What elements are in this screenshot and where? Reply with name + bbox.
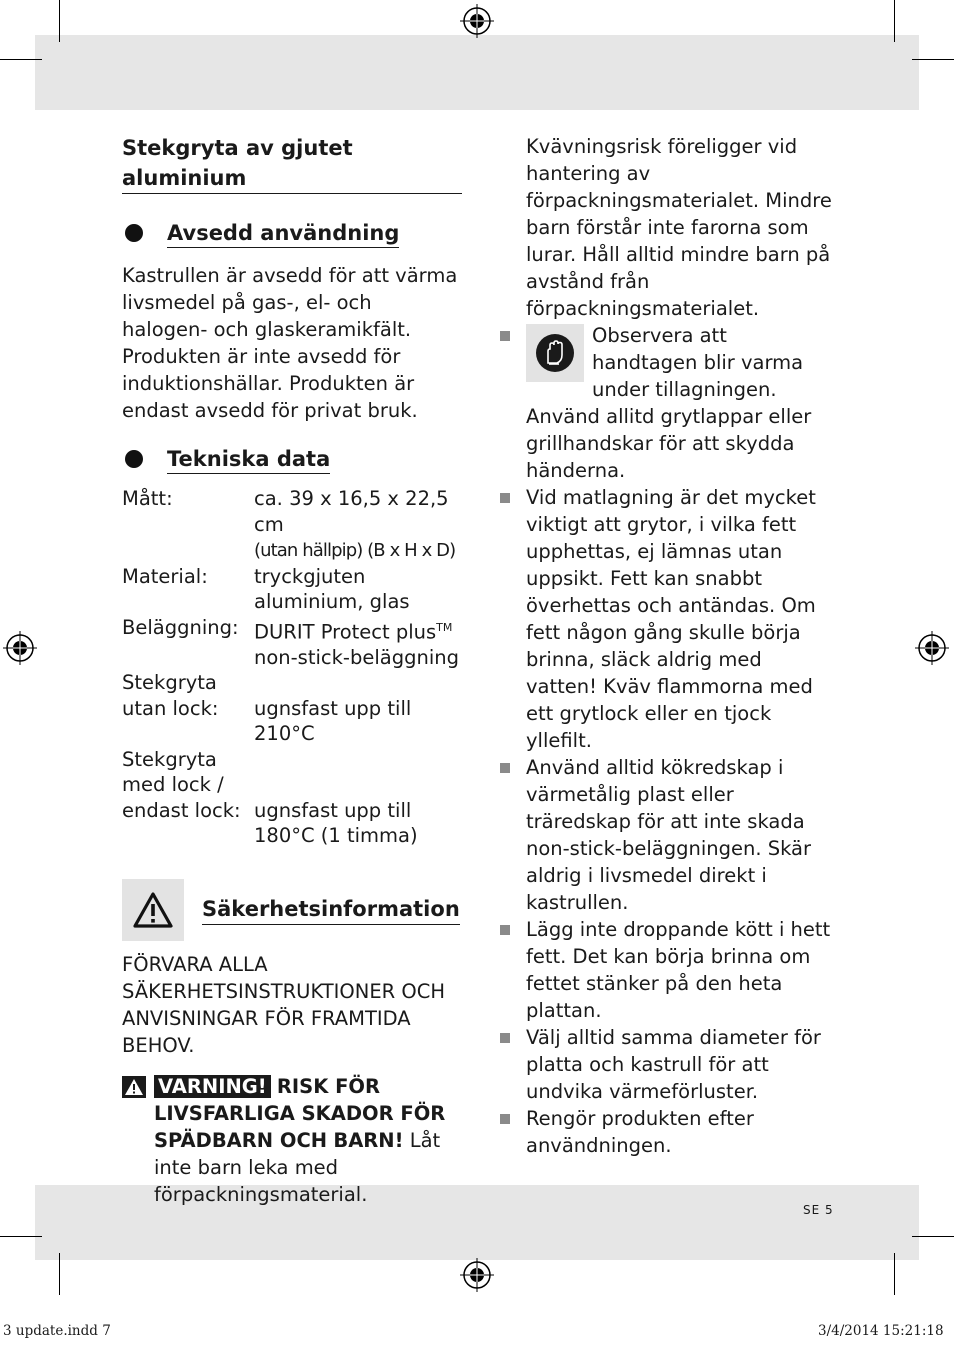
intended-use-text: Kastrullen är avsedd för att värma livsmedel på gas-, el- och halogen- och glaskeramikfält. Produkten är inte avsedd för induktionshällar. Produkten är endast avsedd för privat bruk. — [122, 264, 458, 422]
crop-mark — [894, 0, 895, 42]
list-item-text: Rengör produkten efter användningen. — [526, 1107, 754, 1157]
crop-mark — [894, 1253, 895, 1295]
section-heading: Avsedd användning — [167, 219, 399, 248]
spec-key: Mått: — [122, 487, 173, 510]
bullet-square-icon — [500, 493, 510, 503]
spec-value: DURIT Protect plus™ non-stick-beläggning — [254, 620, 459, 669]
print-slug-timestamp: 3/4/2014 15:21:18 — [818, 1323, 944, 1339]
warning-bold-text: BARN! — [333, 1128, 404, 1152]
spec-key: Stekgryta med lock / endast lock: — [122, 747, 241, 822]
spec-key: Stekgryta utan lock: — [122, 671, 219, 720]
warning-triangle-icon — [122, 1076, 146, 1098]
print-slug-filename: 3 update.indd 7 — [3, 1323, 111, 1339]
section-heading: Tekniska data — [167, 445, 330, 474]
registration-mark-icon — [915, 631, 949, 665]
table-row — [122, 670, 462, 747]
registration-mark-icon — [460, 4, 494, 38]
table-row — [122, 486, 462, 564]
list-item — [497, 754, 837, 916]
spec-value: ugnsfast upp till 210°C — [254, 696, 412, 745]
table-row — [122, 747, 462, 849]
list-item — [497, 1024, 837, 1105]
list-item — [497, 916, 837, 1024]
document-title: Stekgryta av gjutet aluminium — [122, 133, 462, 194]
warning-triangle-icon — [122, 879, 184, 941]
list-item-text: Vid matlagning är det mycket viktigt att grytor, i vilka fett upphettas, ej lämnas utan uppsikt. Fett kan snabbt överhettas och antändas. Om fett någon gång skulle börja brinna, släck aldrig med vatten! Kväv flammorna med ett grytlock eller en tjock yllefilt. — [526, 486, 816, 752]
right-column — [497, 133, 837, 1159]
crop-mark — [912, 1236, 954, 1237]
bullet-square-icon — [500, 925, 510, 935]
crop-mark — [59, 1253, 60, 1295]
list-item-text: Välj alltid samma diameter för platta och kastrull för att undvika värmeförluster. — [526, 1026, 821, 1103]
registration-mark-icon — [460, 1258, 494, 1292]
bullet-dot-icon — [125, 450, 143, 468]
crop-mark — [59, 0, 60, 42]
registration-mark-icon — [3, 631, 37, 665]
bullet-square-icon — [500, 1033, 510, 1043]
crop-mark — [0, 1236, 42, 1237]
section-heading: Säkerhetsinformation — [202, 894, 460, 925]
list-item-text: Lägg inte droppande kött i hett fett. Det kan börja brinna om fettet stänker på den heta plattan. — [526, 918, 831, 1022]
section-safety-header — [122, 879, 462, 941]
suffocation-warning-text: Kvävningsrisk föreligger vid hantering av förpackningsmaterialet. Mindre barn förstår inte farorna som lurar. Håll alltid mindre barn på avstånd från förpackningsmaterialet. — [526, 135, 832, 320]
safety-caps-notice: FÖRVARA ALLA SÄKERHETSINSTRUKTIONER OCH ANVISNINGAR FÖR FRAMTIDA BEHOV. — [122, 952, 446, 1057]
hand-protection-icon — [526, 324, 584, 382]
bullet-square-icon — [500, 1114, 510, 1124]
spec-value: tryckgjuten aluminium, glas — [254, 564, 410, 613]
technical-data-table — [122, 486, 462, 849]
section-technical-header — [122, 442, 462, 476]
list-item — [497, 1105, 837, 1159]
page-number: SE 5 — [803, 1203, 834, 1217]
warning-badge: VARNING! — [154, 1075, 271, 1098]
bullet-dot-icon — [125, 224, 143, 242]
section-intended-use-header — [122, 216, 462, 250]
warning-text: Låt inte barn leka med förpackningsmaterial. — [154, 1128, 441, 1206]
list-item-text: Använd alltid kökredskap i värmetålig plast eller träredskap för att inte skada non-stick-beläggningen. Skär aldrig i livsmedel direkt i kastrullen. — [526, 756, 812, 914]
list-item — [497, 322, 837, 484]
warning-block — [122, 1073, 462, 1208]
bullet-square-icon — [500, 331, 510, 341]
crop-mark — [0, 59, 42, 60]
left-column — [122, 133, 462, 1208]
warning-bold-text: RISK FÖR LIVSFARLIGA SKADOR FÖR SPÄDBARN OCH — [154, 1074, 446, 1152]
spec-key: Material: — [122, 564, 208, 588]
header-band — [35, 35, 919, 110]
table-row — [122, 615, 462, 671]
spec-key: Beläggning: — [122, 615, 239, 639]
crop-mark — [912, 59, 954, 60]
spec-value: ugnsfast upp till 180°C (1 timma) — [254, 798, 418, 847]
spec-value: ca. 39 x 16,5 x 22,5 cm (utan hällpip) (B x H x D) — [254, 487, 456, 561]
list-item-text: Observera att handtagen blir varma under tillagningen. Använd allitd grytlappar eller grillhandskar för att skydda händerna. — [526, 324, 812, 482]
list-item — [497, 484, 837, 754]
table-row — [122, 564, 462, 615]
bullet-square-icon — [500, 763, 510, 773]
